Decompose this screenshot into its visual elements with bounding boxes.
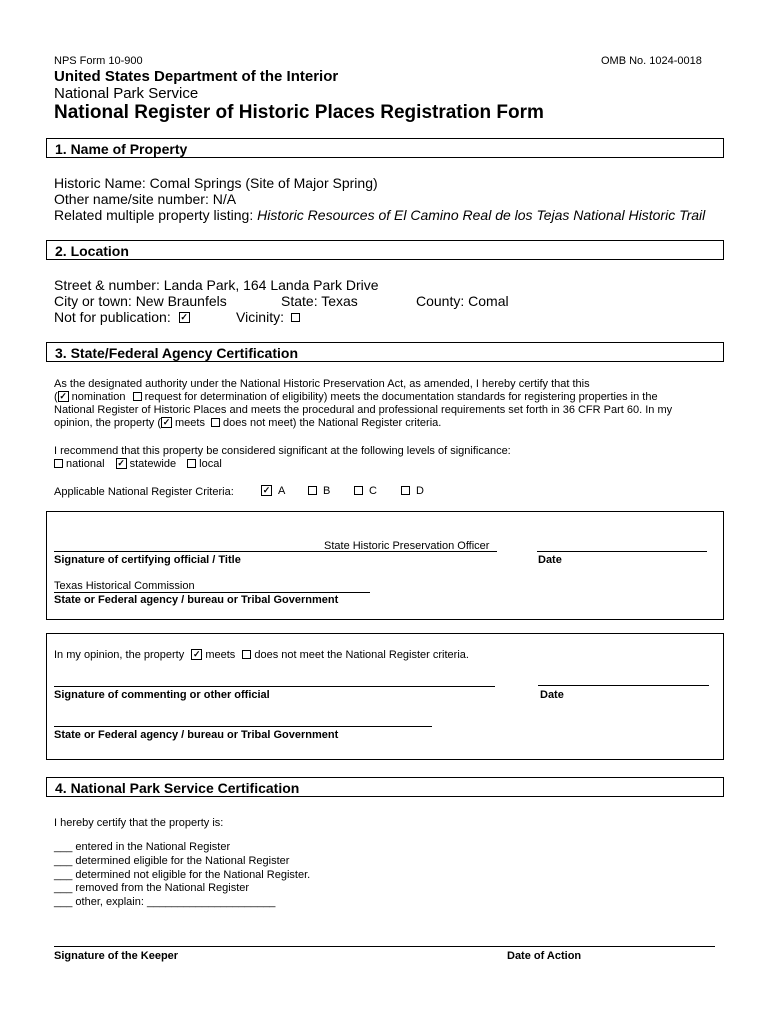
state: State: Texas	[281, 293, 358, 309]
option-eligible[interactable]: ___ determined eligible for the National Register	[54, 855, 290, 867]
criteria-a-label: A	[278, 485, 286, 497]
opinion-meets-checkbox[interactable]: ✓	[193, 648, 201, 659]
request-text: request for determination of eligibility) meets the documentation standards for registering properties in the	[144, 391, 658, 403]
criteria-c-label: C	[369, 485, 377, 497]
nomination-checkbox[interactable]: ✓	[59, 390, 67, 401]
section-1-heading: 1. Name of Property	[55, 141, 188, 157]
criteria-c	[354, 485, 377, 497]
section-3-header	[46, 342, 724, 362]
criteria-c-checkbox[interactable]	[354, 486, 363, 495]
omb-number: OMB No. 1024-0018	[601, 55, 702, 67]
keeper-signature-line[interactable]	[54, 946, 715, 947]
criteria-b-checkbox[interactable]	[308, 486, 317, 495]
nomination-label: nomination	[71, 391, 126, 403]
cert-para-line-1: As the designated authority under the National Historic Preservation Act, as amended, I hereby certify that this	[54, 378, 590, 390]
certifying-signature-line[interactable]	[54, 551, 497, 552]
criteria-d-checkbox[interactable]	[401, 486, 410, 495]
recommend-text: I recommend that this property be considered significant at the following levels of significance:	[54, 445, 511, 457]
certifying-date-line[interactable]	[537, 551, 707, 552]
date-of-action-label: Date of Action	[507, 950, 582, 962]
local-checkbox[interactable]	[187, 459, 196, 468]
certifying-title-value: State Historic Preservation Officer	[324, 540, 490, 552]
not-for-publication	[54, 309, 193, 325]
related-listing	[54, 207, 705, 223]
keeper-signature-label: Signature of the Keeper	[54, 950, 179, 962]
street-number: Street & number: Landa Park, 164 Landa Park Drive	[54, 277, 379, 293]
statewide-checkbox[interactable]: ✓	[117, 457, 125, 468]
option-entered[interactable]: ___ entered in the National Register	[54, 841, 231, 853]
not-for-publication-checkbox[interactable]: ✓	[180, 311, 188, 322]
option-not-eligible[interactable]: ___ determined not eligible for the National Register.	[54, 869, 311, 881]
form-number: NPS Form 10-900	[54, 55, 143, 67]
vicinity	[236, 309, 303, 325]
national-label: national	[66, 458, 105, 470]
related-listing-value: Historic Resources of El Camino Real de los Tejas National Historic Trail	[257, 207, 706, 223]
page-title: National Register of Historic Places Registration Form	[54, 102, 544, 123]
criteria-d	[401, 485, 424, 497]
cert-para-line-3: National Register of Historic Places and meets the procedural and professional requirements set forth in 36 CFR Part 60. In my	[54, 404, 673, 416]
para-meets-label: meets	[175, 417, 205, 429]
city-town: City or town: New Braunfels	[54, 293, 227, 309]
option-removed[interactable]: ___ removed from the National Register	[54, 882, 250, 894]
department-title: United States Department of the Interior	[54, 68, 339, 85]
vicinity-checkbox[interactable]	[291, 313, 300, 322]
opinion-not-meets-checkbox[interactable]	[242, 650, 251, 659]
option-other[interactable]: ___ other, explain: _____________________	[54, 896, 276, 908]
request-checkbox[interactable]	[133, 392, 142, 401]
certifying-date-label: Date	[538, 554, 562, 566]
historic-name: Historic Name: Comal Springs (Site of Major Spring)	[54, 175, 378, 191]
opinion-not-meets-label: does not meet the National Register criteria.	[254, 649, 469, 661]
commenting-signature-line[interactable]	[54, 686, 495, 687]
criteria-a	[261, 485, 285, 497]
commenting-agency-line[interactable]	[54, 726, 432, 727]
cert-para-line-4	[54, 417, 441, 429]
para-meets-checkbox[interactable]: ✓	[162, 416, 171, 427]
certify-text: I hereby certify that the property is:	[54, 817, 224, 829]
criteria-b	[308, 485, 330, 497]
local-label: local	[199, 458, 222, 470]
vicinity-label: Vicinity:	[236, 309, 284, 325]
para-not-meets-checkbox[interactable]	[211, 418, 220, 427]
other-name: Other name/site number: N/A	[54, 191, 237, 207]
commenting-agency-label: State or Federal agency / bureau or Tribal Government	[54, 729, 339, 741]
agency-value: Texas Historical Commission	[54, 580, 195, 592]
criteria-b-label: B	[323, 485, 331, 497]
section-4-heading: 4. National Park Service Certification	[55, 780, 300, 796]
opinion-line	[54, 649, 469, 661]
opinion-prefix-text: In my opinion, the property	[54, 649, 185, 661]
section-3-heading: 3. State/Federal Agency Certification	[55, 345, 298, 361]
criteria-a-checkbox[interactable]: ✓	[262, 484, 271, 495]
opinion-meets-label: meets	[205, 649, 236, 661]
cert-para-line-2: ( ✓ nomination request for determination of eligibility) meets the documentation standards for registering properties in the	[54, 390, 658, 403]
section-2-header	[46, 240, 724, 260]
para-not-meets-label: does not meet) the National Register criteria.	[223, 417, 442, 429]
commenting-signature-label: Signature of commenting or other official	[54, 689, 270, 701]
related-listing-label: Related multiple property listing:	[54, 207, 254, 223]
significance-levels	[54, 458, 222, 470]
not-for-publication-label: Not for publication:	[54, 309, 171, 325]
agency-label: State or Federal agency / bureau or Tribal Government	[54, 594, 339, 606]
certifying-signature-label: Signature of certifying official / Title	[54, 554, 241, 566]
national-checkbox[interactable]	[54, 459, 63, 468]
county: County: Comal	[416, 293, 509, 309]
section-1-header	[46, 138, 724, 158]
criteria-label: Applicable National Register Criteria:	[54, 486, 234, 498]
section-4-header	[46, 777, 724, 797]
commenting-date-label: Date	[540, 689, 564, 701]
opinion-prefix: opinion, the property (	[54, 417, 162, 429]
agency-line[interactable]	[54, 592, 370, 593]
statewide-label: statewide	[129, 458, 177, 470]
section-2-heading: 2. Location	[55, 243, 129, 259]
service-title: National Park Service	[54, 85, 199, 102]
criteria-d-label: D	[416, 485, 424, 497]
commenting-date-line[interactable]	[538, 685, 709, 686]
